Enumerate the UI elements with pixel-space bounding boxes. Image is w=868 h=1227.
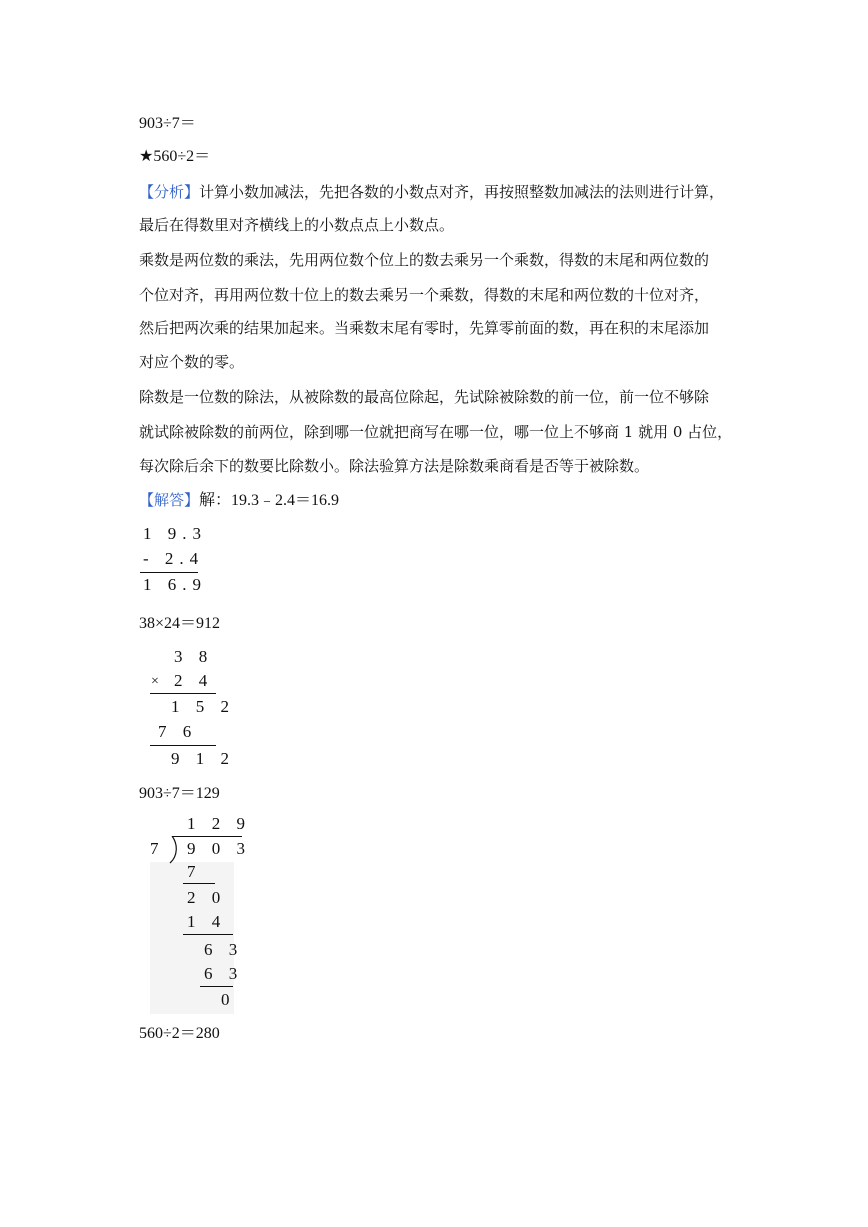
div-step-3: 1 4 [187,912,227,931]
sub-rule [140,572,198,573]
multiplication-equation: 38×24＝912 [139,615,221,632]
div-rule-3 [200,986,233,987]
div-step-5: 6 3 [204,964,244,983]
problem-560-div-2: ★560÷2＝ [139,148,211,165]
div-rule-2 [183,934,233,935]
analysis-line-1: 【分析】计算小数加减法，先把各数的小数点对齐，再按照整数加减法的法则进行计算， [139,183,725,201]
mul-row-5: 9 1 2 [171,749,235,768]
analysis-line-5: 然后把两次乘的结果加起来。当乘数末尾有零时，先算零前面的数，再在积的末尾添加 [139,319,710,337]
mul-row-3: 1 5 2 [171,697,235,716]
mul-rule-1 [150,693,216,694]
div-dividend: 9 0 3 [187,839,251,858]
analysis-line-7: 除数是一位数的除法，从被除数的最高位除起，先试除被除数的前一位，前一位不够除 [139,388,710,406]
mul-row-2: 2 4 [174,671,214,690]
analysis-line-3: 乘数是两位数的乘法，先用两位数个位上的数去乘另一个乘数，得数的末尾和两位数的 [139,251,710,269]
div-top-rule [172,836,242,837]
analysis-line-6: 对应个数的零。 [139,353,245,371]
analysis-line-9: 每次除后余下的数要比除数小。除法验算方法是除数乘商看是否等于被除数。 [139,457,650,475]
analysis-line-2: 最后在得数里对齐横线上的小数点点上小数点。 [139,216,455,234]
analysis-tag: 【分析】 [139,183,200,201]
div-divisor: 7 [150,839,159,858]
div-step-4: 6 3 [204,940,244,959]
problem-903-div-7: 903÷7＝ [139,115,196,132]
answer-line [139,490,339,511]
mul-row-4: 7 6 [158,722,198,741]
div-step-2: 2 0 [187,888,227,907]
div-step-1: 7 [187,862,202,881]
div-quotient: 1 2 9 [187,814,251,833]
answer-intro: 解：19.3﹣2.4＝16.9 [199,492,340,509]
times-sign: × [151,674,159,689]
div-rule-1 [183,883,215,884]
division-equation: 903÷7＝129 [139,785,220,802]
sub-row-1: 1 9.3 [143,524,207,543]
final-equation: 560÷2＝280 [139,1025,220,1042]
mul-row-1: 3 8 [174,647,214,666]
sub-row-3: 1 6.9 [143,575,207,594]
sub-row-2: - 2.4 [143,549,205,568]
analysis-line-8: 就试除被除数的前两位，除到哪一位就把商写在哪一位，哪一位上不够商 1 就用 0 占位， [139,423,733,441]
div-step-6: 0 [221,990,236,1009]
answer-tag: 【解答】 [139,491,200,509]
analysis-line-4: 个位对齐，再用两位数十位上的数去乘另一个乘数，得数的末尾和两位数的十位对齐， [139,286,710,304]
division-bracket [166,836,180,864]
mul-rule-2 [150,745,216,746]
